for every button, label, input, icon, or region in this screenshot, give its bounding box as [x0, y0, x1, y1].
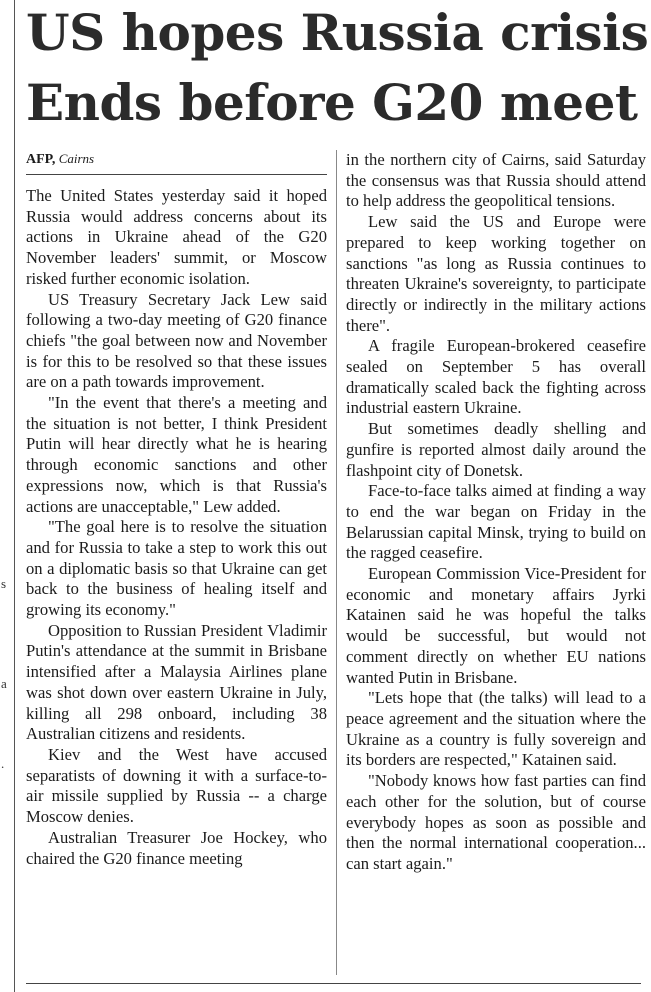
paragraph: in the northern city of Cairns, said Saturday the consensus was that Russia should attend to help address the geopolitical tensions.	[346, 150, 646, 211]
paragraph: A fragile European-brokered ceasefire sealed on September 5 has overall dramatically scaled back the fighting across industrial eastern Ukraine.	[346, 336, 646, 418]
paragraph: Face-to-face talks aimed at finding a way to end the war began on Friday in the Belarussian capital Minsk, trying to build on the ragged ceasefire.	[346, 481, 646, 563]
fragment-text: s	[1, 576, 7, 591]
bottom-divider	[26, 983, 641, 984]
headline-line-2: Ends before G20 meet	[26, 73, 638, 132]
paragraph: "Lets hope that (the talks) will lead to a peace agreement and the situation where the Ukraine as a country is fully sovereign and its borders are respected," Katainen said.	[346, 688, 646, 770]
paragraph: The United States yesterday said it hoped Russia would address concerns about its actions in Ukraine ahead of the G20 November leaders' summit, or Moscow risked further economic isolation.	[26, 186, 327, 288]
paragraph: But sometimes deadly shelling and gunfire is reported almost daily around the flashpoint city of Donetsk.	[346, 419, 646, 480]
neighbor-column-fragments	[0, 0, 12, 992]
paragraph: Australian Treasurer Joe Hockey, who chaired the G20 finance meeting	[26, 827, 327, 868]
byline-agency: AFP,	[26, 152, 56, 167]
article-column-left	[26, 186, 327, 869]
left-page-border	[14, 0, 15, 992]
article-column-right	[346, 150, 646, 875]
column-divider	[336, 150, 337, 975]
paragraph: "In the event that there's a meeting and the situation is not better, I think President Putin will hear directly what he is hearing through economic sanctions and other expressions now, which is that Russia's actions are unacceptable," Lew added.	[26, 393, 327, 516]
paragraph: European Commission Vice-President for economic and monetary affairs Jyrki Katainen said he was hopeful the talks would be successful, but would not comment directly on whether EU nations wanted Putin in Brisbane.	[346, 564, 646, 687]
fragment-text: .	[1, 756, 5, 771]
paragraph: "Nobody knows how fast parties can find each other for the solution, but of course everybody hopes as soon as possible and then the normal international cooperation... can start again."	[346, 771, 646, 873]
paragraph: Lew said the US and Europe were prepared to keep working together on sanctions "as long as Russia continues to threaten Ukraine's sovereignty, to participate directly or indirectly in the military actions there".	[346, 212, 646, 335]
headline	[26, 0, 649, 138]
paragraph: Opposition to Russian President Vladimir Putin's attendance at the summit in Brisbane intensified after a Malaysia Airlines plane was shot down over eastern Ukraine in July, killing all 298 onboard, including 38 Australian citizens and residents.	[26, 620, 327, 744]
headline-line-1: US hopes Russia crisis	[26, 3, 649, 62]
paragraph: "The goal here is to resolve the situation and for Russia to take a step to work this out on a diplomatic basis so that Ukraine can get back to the business of healing itself and growing its economy."	[26, 517, 327, 620]
byline	[26, 151, 94, 168]
byline-divider	[26, 174, 327, 175]
paragraph: Kiev and the West have accused separatists of downing it with a surface-to-air missile supplied by Russia -- a charge Moscow denies.	[26, 744, 327, 827]
byline-place: Cairns	[58, 151, 95, 166]
fragment-text: a	[1, 676, 7, 691]
paragraph: US Treasury Secretary Jack Lew said following a two-day meeting of G20 finance chiefs "the goal between now and November is for this to be resolved so that these issues are on a path towards improvement.	[26, 289, 327, 392]
